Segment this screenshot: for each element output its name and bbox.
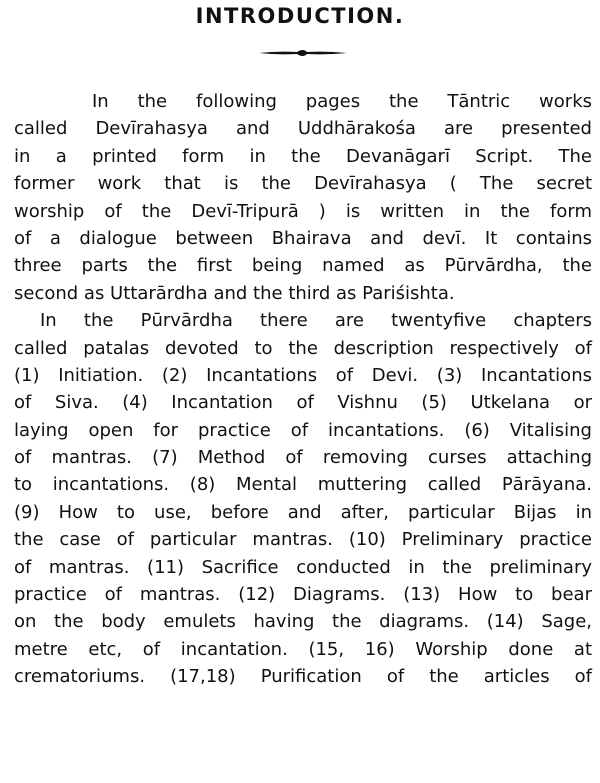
text-line: crematoriums. (17,18) Purification of the articles of [14,666,592,688]
paragraph-2 [14,307,592,690]
text-line: in a printed form in the Devanāgarī Script. The [14,145,592,167]
text-line: second as Uttarārdha and the third as Pariśishta. [14,282,455,304]
text-line: to incantations. (8) Mental muttering called Pārāyana. [14,474,592,496]
body-text [14,88,592,691]
text-line: (1) Initiation. (2) Incantations of Devi. (3) Incantations [14,364,592,386]
text-line: of Siva. (4) Incantation of Vishnu (5) Utkelana or [14,392,592,414]
text-line: called patalas devoted to the description respectively of [14,337,592,359]
text-line: (9) How to use, before and after, particular Bijas in [14,501,592,523]
text-line: laying open for practice of incantations. (6) Vitalising [14,419,592,441]
page-title: INTRODUCTION. [195,4,405,28]
text-line: In the Pūrvārdha there are twentyfive chapters [40,310,592,332]
ornament-rule [257,47,349,59]
text-line: on the body emulets having the diagrams. (14) Sage, [14,611,592,633]
text-line: worship of the Devī-Tripurā ) is written in the form [14,200,592,222]
text-line: of mantras. (7) Method of removing curses attaching [14,447,592,469]
paragraph-1 [14,88,592,307]
text-line: In the following pages the Tāntric works [92,91,592,112]
text-line: called Devīrahasya and Uddhārakośa are presented [14,118,592,140]
text-line: practice of mantras. (12) Diagrams. (13) How to bear [14,584,592,606]
text-line: former work that is the Devīrahasya ( The secret [14,173,592,195]
text-line: of mantras. (11) Sacrifice conducted in the preliminary [14,556,592,578]
text-line: three parts the first being named as Pūrvārdha, the [14,255,592,277]
text-line: metre etc, of incantation. (15, 16) Worship done at [14,638,592,660]
text-line: the case of particular mantras. (10) Preliminary practice [14,529,592,551]
text-line: of a dialogue between Bhairava and devī. It contains [14,227,592,249]
